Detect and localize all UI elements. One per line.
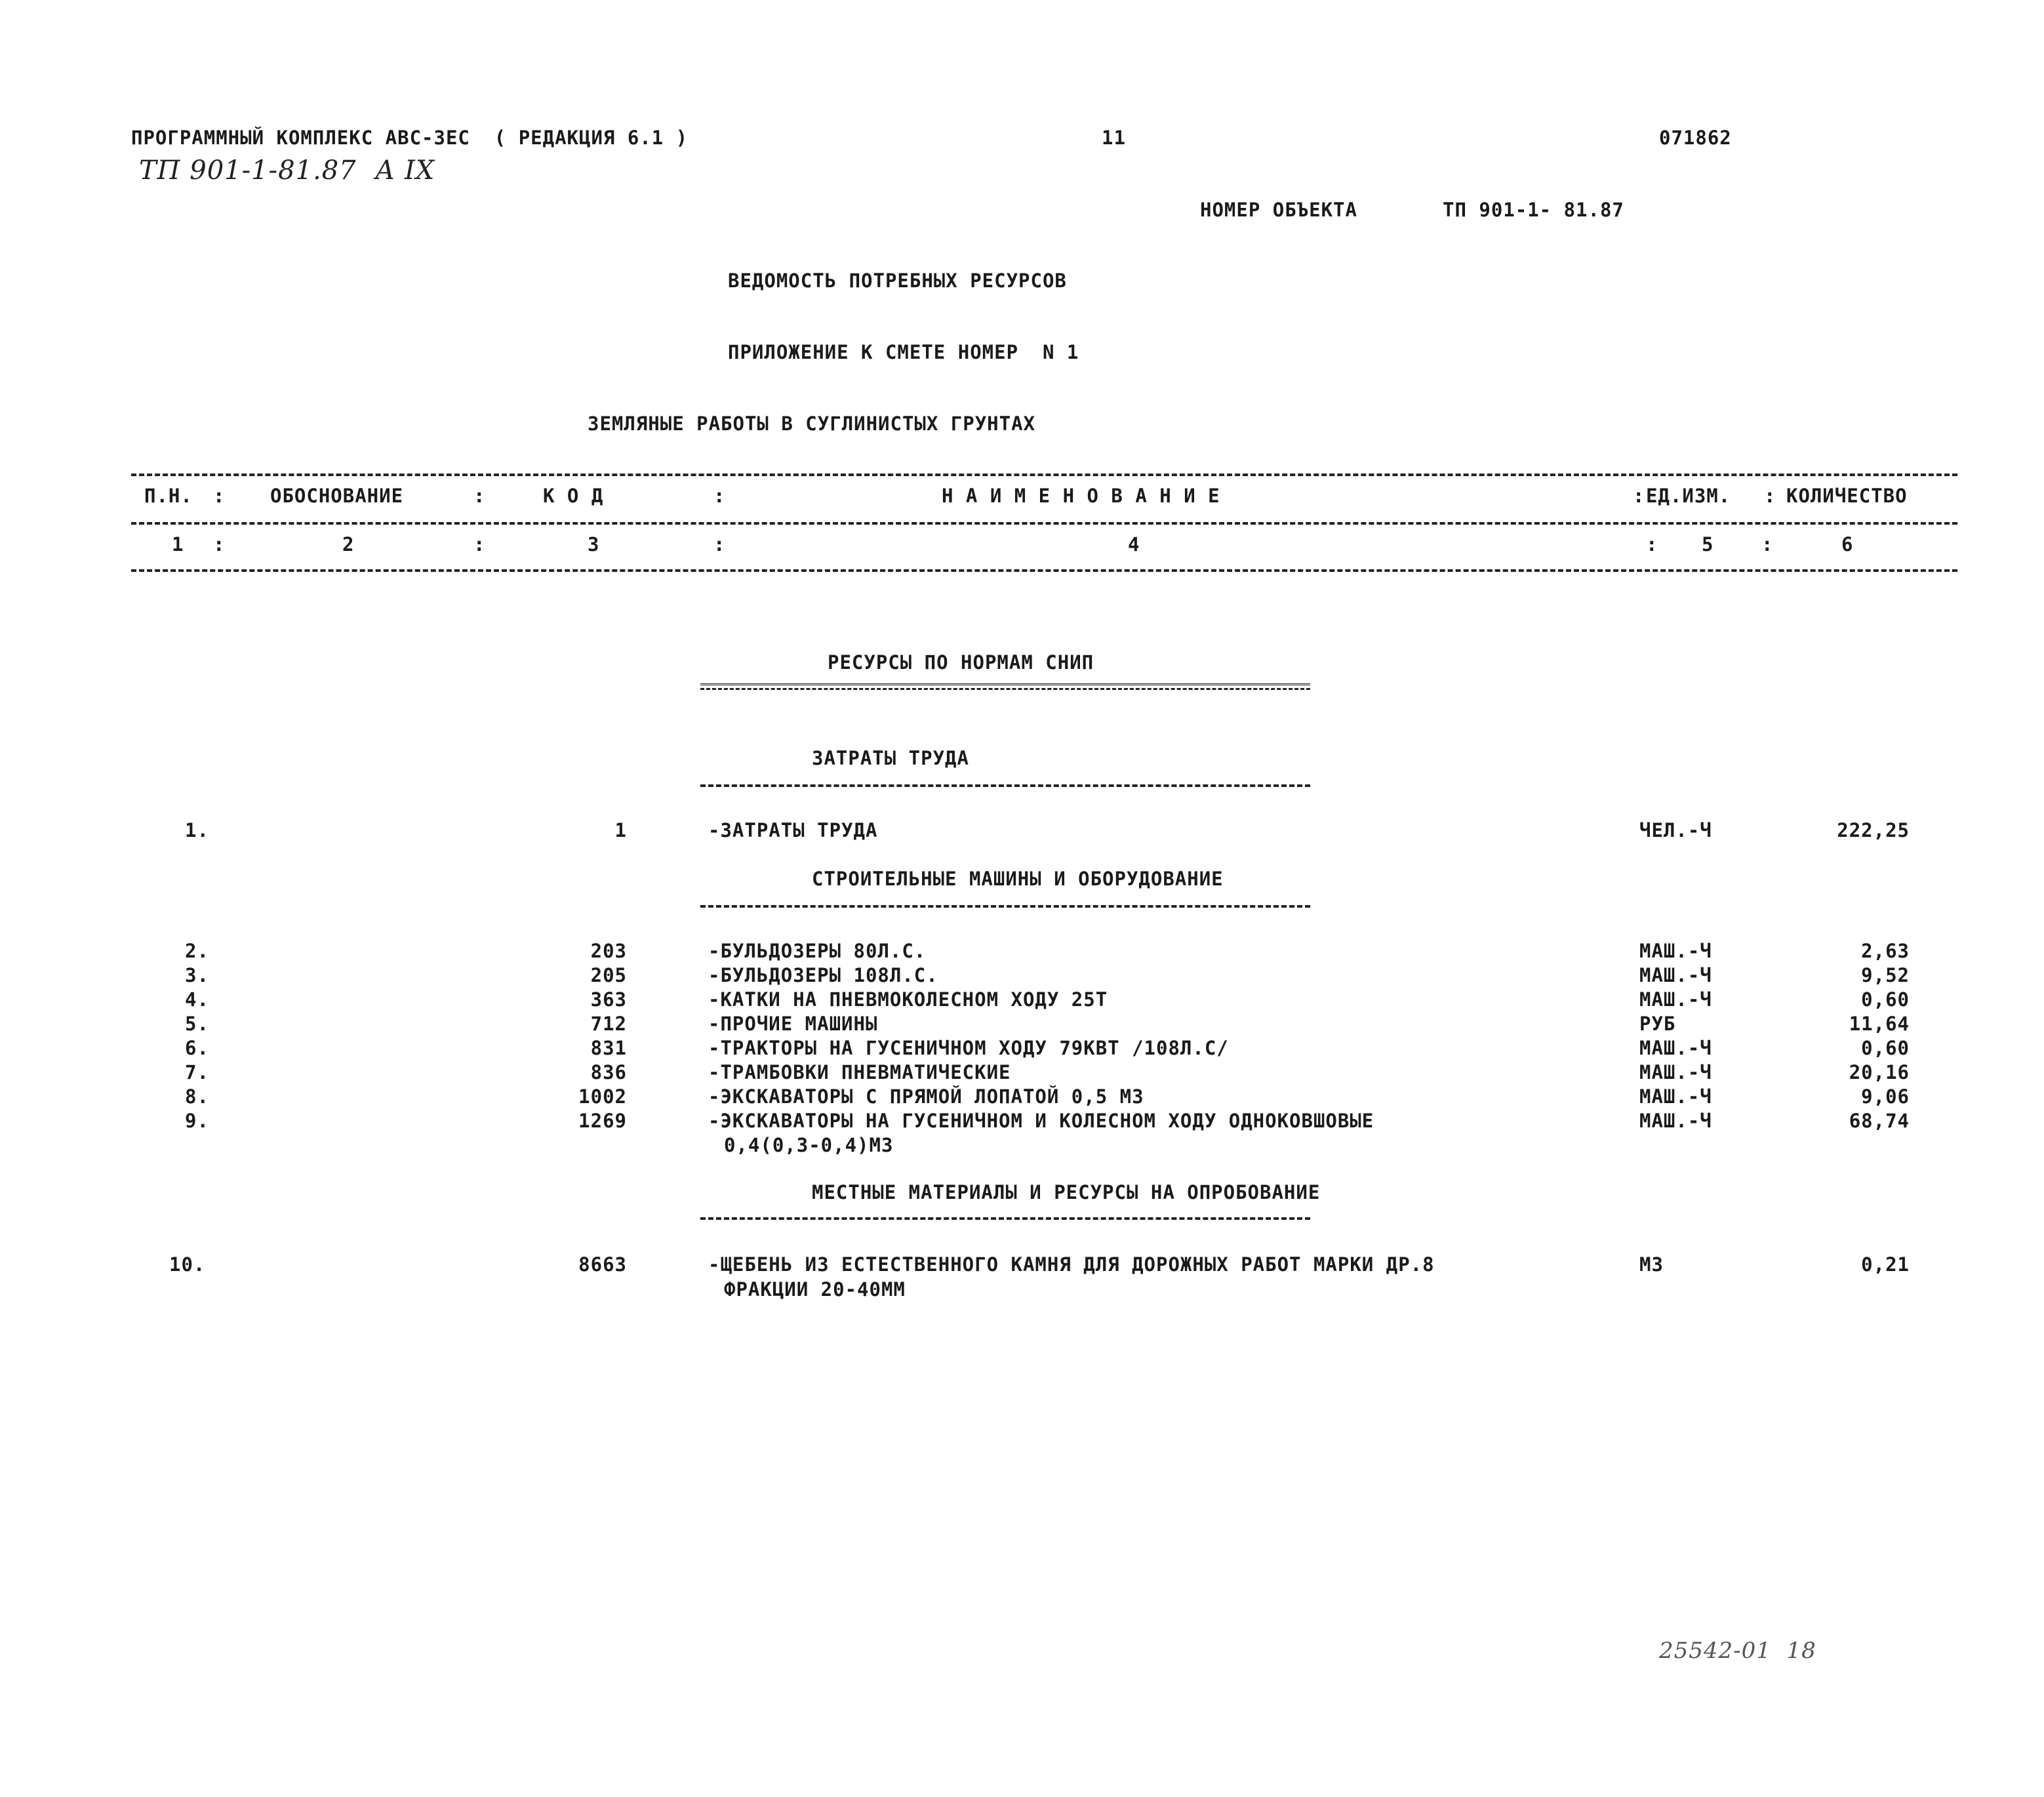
row-code: 831 [590, 1037, 627, 1059]
row-name: -ЭКСКАВАТОРЫ НА ГУСЕНИЧНОМ И КОЛЕСНОМ ХОДУ ОДНОКОВШОВЫЕ [708, 1110, 1374, 1132]
col-sep: : [1764, 485, 1776, 507]
colnum-5: 5 [1702, 533, 1714, 555]
handwritten-project-code: ТП 901-1-81.87 [139, 155, 357, 186]
row-name: -ТРАКТОРЫ НА ГУСЕНИЧНОМ ХОДУ 79КВТ /108Л.С/ [708, 1037, 1229, 1059]
colnum-1: 1 [172, 533, 184, 555]
section-materials-title: МЕСТНЫЕ МАТЕРИАЛЫ И РЕСУРСЫ НА ОПРОБОВАНИЕ [812, 1181, 1321, 1203]
row-name: -ТРАМБОВКИ ПНЕВМАТИЧЕСКИЕ [708, 1061, 1011, 1083]
row-unit: МАШ.-Ч [1639, 964, 1712, 986]
handwritten-album: А IX [375, 155, 435, 186]
row-quantity: 9,06 [1861, 1085, 1910, 1108]
section-main-title: РЕСУРСЫ ПО НОРМАМ СНИП [828, 651, 1094, 674]
row-quantity: 2,63 [1861, 940, 1910, 962]
object-label: НОМЕР ОБЪЕКТА [1200, 199, 1357, 221]
row-code: 836 [590, 1061, 627, 1083]
row-number: 5. [185, 1013, 209, 1035]
row-name: -БУЛЬДОЗЕРЫ 80Л.С. [708, 940, 927, 962]
row-unit: МАШ.-Ч [1639, 1037, 1712, 1059]
row-number: 8. [185, 1085, 209, 1108]
row-number: 1. [185, 819, 209, 841]
col-sep: : [473, 533, 486, 555]
section-labor-title: ЗАТРАТЫ ТРУДА [812, 747, 969, 769]
row-code: 203 [590, 940, 627, 962]
row-quantity: 20,16 [1849, 1061, 1910, 1083]
row-quantity: 68,74 [1849, 1110, 1910, 1132]
row-code: 1002 [578, 1085, 627, 1108]
row-name: -КАТКИ НА ПНЕВМОКОЛЕСНОМ ХОДУ 25Т [708, 988, 1108, 1011]
header-rule-top [131, 474, 1957, 476]
section-materials-underline [700, 1217, 1310, 1220]
program-name: ПРОГРАММНЫЙ КОМПЛЕКС АВС-3ЕС ( РЕДАКЦИЯ 6.1 ) [131, 127, 689, 149]
row-quantity: 0,60 [1861, 1037, 1910, 1059]
colnum-4: 4 [1128, 533, 1140, 555]
page-number: 11 [1102, 127, 1126, 149]
colnum-6: 6 [1841, 533, 1854, 555]
row-unit: РУБ [1639, 1013, 1676, 1035]
row-unit: МАШ.-Ч [1639, 1110, 1712, 1132]
row-quantity: 11,64 [1849, 1013, 1910, 1035]
row-code: 1269 [578, 1110, 627, 1132]
row-name: -ПРОЧИЕ МАШИНЫ [708, 1013, 878, 1035]
header-rule-bottom [131, 569, 1957, 572]
row-number: 3. [185, 964, 209, 986]
header-rule-mid [131, 522, 1957, 525]
title-resources: ВЕДОМОСТЬ ПОТРЕБНЫХ РЕСУРСОВ [728, 270, 1067, 292]
col-sep: : [1761, 533, 1774, 555]
row-unit: МАШ.-Ч [1639, 940, 1712, 962]
col-basis: ОБОСНОВАНИЕ [270, 485, 404, 507]
col-sep: : [213, 485, 226, 507]
row-name: -ЩЕБЕНЬ ИЗ ЕСТЕСТВЕННОГО КАМНЯ ДЛЯ ДОРОЖНЫХ РАБОТ МАРКИ ДР.8 [708, 1253, 1435, 1276]
row-quantity: 0,60 [1861, 988, 1910, 1011]
row-name: -ЗАТРАТЫ ТРУДА [708, 819, 878, 841]
row-unit: МАШ.-Ч [1639, 1061, 1712, 1083]
archive-stamp: 25542-01 18 [1659, 1638, 1816, 1664]
row-code: 1 [614, 819, 627, 841]
colnum-2: 2 [342, 533, 355, 555]
col-sep: : [213, 533, 226, 555]
col-pn: П.Н. [144, 485, 193, 507]
row-name-continued: ФРАКЦИИ 20-40ММ [724, 1278, 906, 1301]
row-code: 8663 [578, 1253, 627, 1276]
row-number: 10. [169, 1253, 206, 1276]
row-unit: МАШ.-Ч [1639, 1085, 1712, 1108]
row-name: -ЭКСКАВАТОРЫ С ПРЯМОЙ ЛОПАТОЙ 0,5 М3 [708, 1085, 1144, 1108]
row-quantity: 9,52 [1861, 964, 1910, 986]
row-number: 7. [185, 1061, 209, 1083]
col-unit: ЕД.ИЗМ. [1646, 485, 1731, 507]
row-number: 4. [185, 988, 209, 1011]
row-number: 9. [185, 1110, 209, 1132]
row-unit: М3 [1639, 1253, 1664, 1276]
col-sep: : [713, 533, 726, 555]
row-code: 205 [590, 964, 627, 986]
title-appendix: ПРИЛОЖЕНИЕ К СМЕТЕ НОМЕР N 1 [728, 341, 1079, 363]
col-sep: : [473, 485, 486, 507]
section-machines-underline [700, 905, 1310, 908]
colnum-3: 3 [588, 533, 600, 555]
row-name-continued: 0,4(0,3-0,4)М3 [724, 1134, 894, 1156]
object-value: ТП 901-1- 81.87 [1443, 199, 1624, 221]
row-unit: ЧЕЛ.-Ч [1639, 819, 1712, 841]
col-sep: : [713, 485, 726, 507]
row-number: 6. [185, 1037, 209, 1059]
row-code: 712 [590, 1013, 627, 1035]
row-unit: МАШ.-Ч [1639, 988, 1712, 1011]
row-quantity: 0,21 [1861, 1253, 1910, 1276]
row-quantity: 222,25 [1837, 819, 1910, 841]
col-sep: : [1633, 485, 1645, 507]
row-code: 363 [590, 988, 627, 1011]
col-quantity: КОЛИЧЕСТВО [1786, 485, 1908, 507]
section-labor-underline [700, 784, 1310, 787]
section-main-underline [700, 683, 1310, 690]
section-machines-title: СТРОИТЕЛЬНЫЕ МАШИНЫ И ОБОРУДОВАНИЕ [812, 868, 1224, 890]
col-code: К О Д [543, 485, 604, 507]
col-sep: : [1646, 533, 1658, 555]
row-name: -БУЛЬДОЗЕРЫ 108Л.С. [708, 964, 938, 986]
title-works: ЗЕМЛЯНЫЕ РАБОТЫ В СУГЛИНИСТЫХ ГРУНТАХ [588, 413, 1036, 435]
col-name: Н А И М Е Н О В А Н И Е [942, 485, 1220, 507]
document-number: 071862 [1659, 127, 1732, 149]
row-number: 2. [185, 940, 209, 962]
